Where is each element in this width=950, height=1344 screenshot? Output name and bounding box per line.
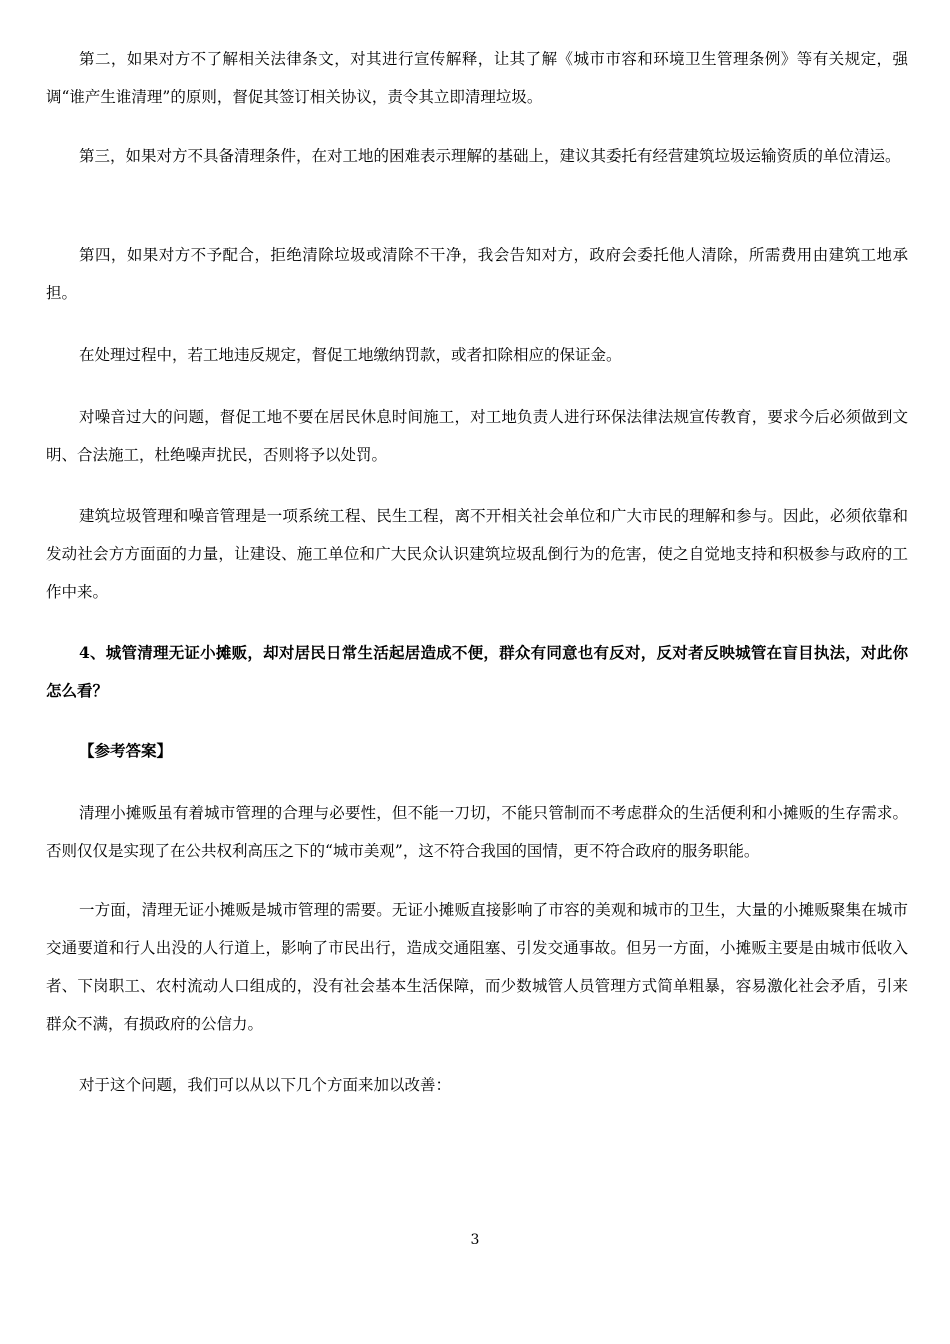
paragraph-fourth-point: 第四，如果对方不予配合，拒绝清除垃圾或清除不干净，我会告知对方，政府会委托他人清除，所需费用由建筑工地承担。: [46, 246, 908, 302]
paragraph-penalty: 在处理过程中，若工地违反规定，督促工地缴纳罚款，或者扣除相应的保证金。: [79, 346, 622, 364]
paragraph-noise: 对噪音过大的问题，督促工地不要在居民休息时间施工，对工地负责人进行环保法律法规宣传教育，要求今后必须做到文明、合法施工，杜绝噪声扰民，否则将予以处罚。: [46, 408, 908, 464]
page-number: 3: [470, 1232, 480, 1248]
paragraph-second-point: 第二，如果对方不了解相关法律条文，对其进行宣传解释，让其了解《城市市容和环境卫生管理条例》等有关规定，强调“谁产生谁清理”的原则，督促其签订相关协议，责令其立即清理垃圾。: [46, 50, 908, 106]
paragraph-system-engineering: 建筑垃圾管理和噪音管理是一项系统工程、民生工程，离不开相关社会单位和广大市民的理解和参与。因此，必须依靠和发动社会方方面面的力量，让建设、施工单位和广大民众认识建筑垃圾乱倒行为的危害，使之自觉地支持和积极参与政府的工作中来。: [46, 507, 908, 601]
answer-paragraph-improve: 对于这个问题，我们可以从以下几个方面来加以改善：: [79, 1076, 452, 1094]
question-heading: 4、城管清理无证小摊贩，却对居民日常生活起居造成不便，群众有同意也有反对，反对者反映城管在盲目执法，对此你怎么看？: [46, 643, 908, 700]
answer-paragraph-analysis: 一方面，清理无证小摊贩是城市管理的需要。无证小摊贩直接影响了市容的美观和城市的卫生，大量的小摊贩聚集在城市交通要道和行人出没的人行道上，影响了市民出行，造成交通阻塞、引发交通事故。但另一方面，小摊贩主要是由城市低收入者、下岗职工、农村流动人口组成的，没有社会基本生活保障，而少数城管人员管理方式简单粗暴，容易激化社会矛盾，引来群众不满，有损政府的公信力。: [46, 901, 908, 1033]
answer-paragraph-intro: 清理小摊贩虽有着城市管理的合理与必要性，但不能一刀切，不能只管制而不考虑群众的生活便利和小摊贩的生存需求。否则仅仅是实现了在公共权利高压之下的“城市美观”，这不符合我国的国情，更不符合政府的服务职能。: [46, 804, 908, 860]
paragraph-third-point: 第三，如果对方不具备清理条件，在对工地的困难表示理解的基础上，建议其委托有经营建筑垃圾运输资质的单位清运。: [79, 147, 901, 165]
answer-label: 【参考答案】: [79, 741, 173, 760]
